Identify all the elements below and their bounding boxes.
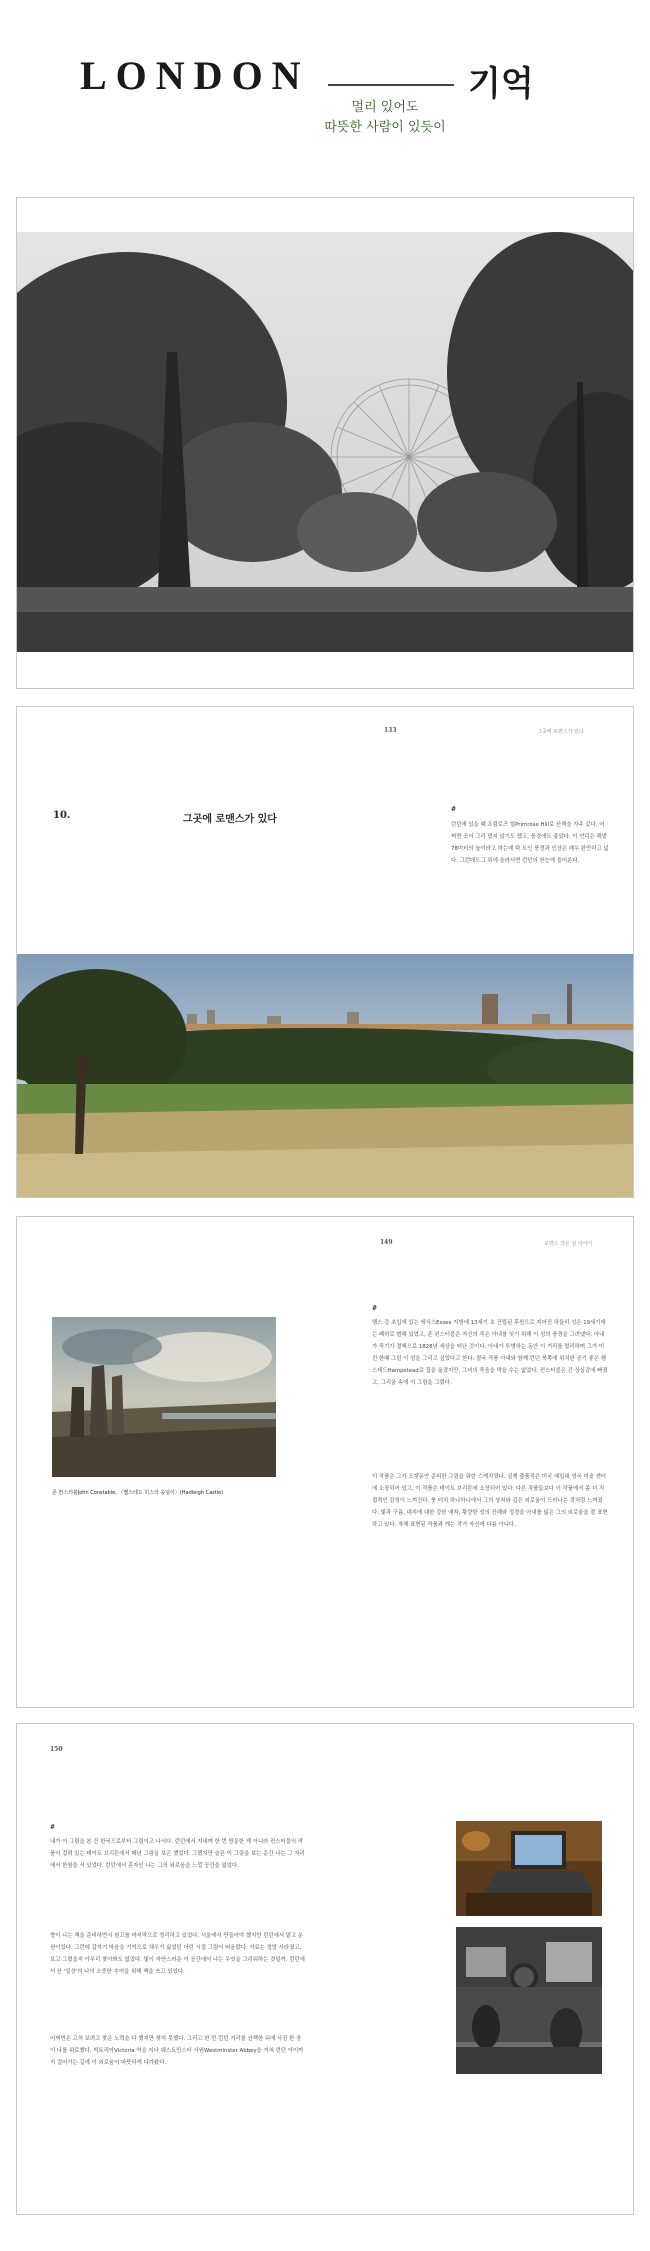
body-paragraph-2: 이 작품은 그가 오랫동안 준비한 그림을 위한 스케치였다. 실제 출품작은 미국 예일대 영국 미술 센터에 소장되어 있고, 이 작품은 테이트 브리튼에 소장되어 있다. 다른 작품들보다 이 작품에서 좀 더 직접적인 감정이 느껴진다. 붓 터치 하나하나에서 그의 상처와 깊은 외로움이 드러나는 것처럼 느껴졌다. 빛과 구름, 대지에 대한 강한 애착, 황량한 성의 잔해와 정경을 아내를 잃은 그의 외로움을 잘 표현하고 있다. 자체 표현된 작품과 캐는 작가 자신에 다름 아니다. xyxy=(372,1474,608,1528)
constable-painting-icon xyxy=(52,1317,276,1477)
book-page-150 xyxy=(16,1723,634,2215)
title-divider xyxy=(328,84,454,86)
cafe-street-photo-icon xyxy=(456,1927,602,2074)
body-paragraph-1: 템스 강 초입에 있는 에식스Essex 지방에 13세기 초 건립된 후원으로 지어진 하들리 성은 19세기에는 폐허로 변해 있었고, 존 컨스터블은 자신의 죽은 아내를 잊기 위해 이 성의 풍경을 그려냈다. 아내가 죽기가 결핵으로 1828년 세상을 떠난 것이다. 아내가 투병하는 동안 이 거리를 멀리하며 그가 미친 한때 그린 이 성을 그리고 싶었다고 한다. 결국 작품 아내와 함께 런던 북쪽에 위치한 공기 좋은 햄스테드Hampstead로 집을 옮겼지만, 그녀의 죽음을 막을 수는 없었다. 컨스터블은 긴 상실감에 빠졌고, 그리움 속에 이 그림을 그렸다. xyxy=(372,1320,608,1386)
paragraph-mark: # xyxy=(451,806,457,813)
page-header xyxy=(0,0,650,190)
book-page-149 xyxy=(16,1216,634,1708)
running-head: 그곳에 로맨스가 있다 xyxy=(537,729,584,735)
body-paragraph-1: 내가 이 그림을 본 건 한국으로부터 그림이고 나서다. 런던에서 지내며 한 번 방문한 게 아니라 컨스터블의 작품이 걸려 있는 테이트 브리튼에서 매년 그림을 보곤 했었다. 그랬지만 슬픈 이 그림을 보는 순간 나는 그 자리에서 한참을 서 있었다. 런던에서 혼자인 나는 그의 외로움을 느낄 공간을 잃었다. xyxy=(50,1839,305,1869)
subtitle-line-2: 따뜻한 사람이 있듯이 xyxy=(324,120,446,135)
ferris-wheel-photo xyxy=(17,232,633,652)
title-keyword: 기억 xyxy=(468,64,534,104)
laptop-cafe-photo xyxy=(456,1821,602,1916)
laptop-cafe-photo-icon xyxy=(456,1821,602,1916)
running-head: 로맨스 작은 섬 이야기 xyxy=(544,1241,593,1247)
body-paragraph-3: 어쩌면은 고처 보려고 찾은 노력을 다 했지만 찾지 못했다. 그리고 한 번 런던 거리를 산책한 뒤에 사진 한 장이 나를 위로했다. 빅토리아Victoria 역을 지나 웨스트민스터 사원Westminster Abbey을 거쳐 런던 아이까지 걸어가는 길에 이 외로움이 따뜻하게 다가왔다. xyxy=(50,2036,304,2066)
painting-caption: 존 컨스터블John Constable, 〈햄스테드 히스의 웅덩이〉(Hadleigh Castle) xyxy=(52,1490,224,1496)
page-number: 149 xyxy=(380,1239,393,1246)
paragraph-mark: # xyxy=(50,1824,56,1831)
page-title: LONDON xyxy=(80,53,310,98)
page-number: 150 xyxy=(50,1746,63,1753)
subtitle-line-1: 멀리 있어도 xyxy=(351,100,419,115)
chapter-title: 그곳에 로맨스가 있다 xyxy=(183,814,277,825)
page-number: 133 xyxy=(384,727,397,734)
constable-painting xyxy=(52,1317,276,1477)
book-page-133 xyxy=(16,706,634,1198)
ferris-wheel-photo-icon xyxy=(17,232,633,652)
paragraph-mark: # xyxy=(372,1305,378,1312)
body-paragraph-2: 향이 나는 책을 준비하면서 원고를 마지막으로 정리하고 있었다. 서울에서 만들어야 했지만 런던에서 맡고 온 원이었다. 그런데 갑자기 마음을 기억으로 채우기 싫었던 어린 시절 그림이 떠올랐다. 자료는 정말 사라졌고, 보고 그렸을지 아무리 찾아봐도 없었다. 빛이 자연스러운 이 공간에서 나는 무엇을 그리워하는 것일까. 런던에서 산 '일상'의 나의 소중한 추억을 위해 책을 쓰고 있었다. xyxy=(50,1933,305,1975)
cafe-street-photo xyxy=(456,1927,602,2074)
body-paragraph: 런던에 있을 때 프림로즈 힐Primrose Hill로 산책을 자주 갔다. 어쩌면 곳이 그리 멀지 않기도 했고, 풍경에도 좋았다. 이 언덕은 해발 78미터의 높이라고 하는데 탁 트인 풍경과 인상은 매우 완만하고 넓다. 그런데도그 위에 올라서면 런던의 한눈에 들어온다. xyxy=(451,822,609,864)
photo-panel-london-eye xyxy=(16,197,634,689)
primrose-hill-photo-icon xyxy=(17,954,633,1197)
chapter-number: 10. xyxy=(53,810,71,821)
primrose-hill-photo xyxy=(17,954,633,1197)
